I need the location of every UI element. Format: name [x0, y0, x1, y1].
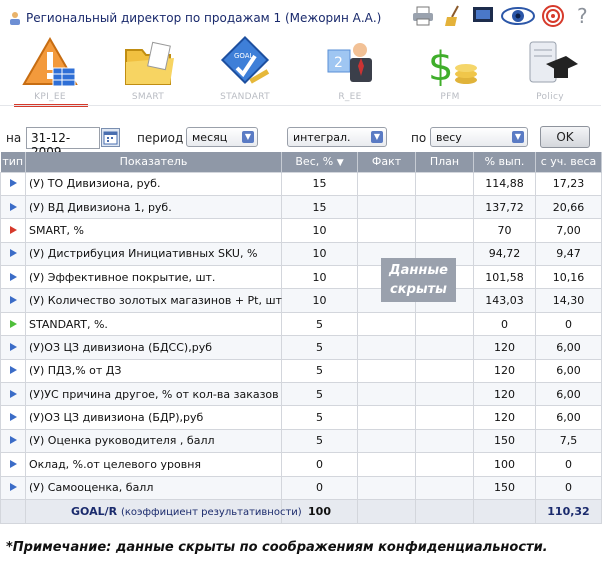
window-title: Региональный директор по продажам 1 (Межорин А.А.)	[26, 11, 382, 25]
weighted-cell: 7,00	[536, 219, 602, 242]
table-row[interactable]	[1, 195, 602, 218]
weight-cell: 10	[282, 266, 358, 289]
by-value: весу	[436, 131, 462, 144]
weight-cell: 10	[282, 289, 358, 312]
folder-icon	[118, 36, 178, 90]
weighted-cell: 9,47	[536, 242, 602, 265]
play-arrow-icon[interactable]	[10, 343, 17, 351]
fact-cell	[358, 219, 416, 242]
type-cell	[1, 312, 26, 335]
play-arrow-icon[interactable]	[10, 226, 17, 234]
total-name: GOAL/R	[71, 504, 118, 518]
play-arrow-icon[interactable]	[10, 413, 17, 421]
weighted-cell: 17,23	[536, 172, 602, 195]
play-arrow-icon[interactable]	[10, 203, 17, 211]
indicator-name: (У) ВД Дивизиона 1, руб.	[26, 195, 282, 218]
total-row	[1, 499, 602, 523]
indicator-name: (У) Дистрибуция Инициативных SKU, %	[26, 242, 282, 265]
overlay-line2: скрыты	[390, 282, 447, 297]
total-weight: 100	[282, 499, 358, 523]
user-icon	[8, 11, 22, 25]
money-icon	[420, 36, 480, 90]
table-row[interactable]	[1, 383, 602, 406]
indicator-name: (У) Эффективное покрытие, шт.	[26, 266, 282, 289]
svg-text:GOAL: GOAL	[234, 52, 254, 60]
indicator-name: (У) Количество золотых магазинов + Pt, шт	[26, 289, 282, 312]
play-arrow-icon[interactable]	[10, 249, 17, 257]
fact-cell	[358, 429, 416, 452]
play-arrow-icon[interactable]	[10, 483, 17, 491]
table-row[interactable]	[1, 289, 602, 312]
plan-cell	[416, 429, 474, 452]
pct-cell: 94,72	[474, 242, 536, 265]
svg-text:$: $	[428, 44, 454, 90]
table-row[interactable]	[1, 429, 602, 452]
data-hidden-overlay	[381, 258, 456, 302]
target-icon[interactable]	[541, 4, 565, 28]
pct-cell: 150	[474, 476, 536, 499]
play-arrow-icon[interactable]	[10, 366, 17, 374]
col-header-indicator[interactable]: Показатель	[26, 152, 282, 172]
play-arrow-icon[interactable]	[10, 390, 17, 398]
overlay-line1: Данные	[389, 263, 448, 278]
table-row[interactable]	[1, 172, 602, 195]
play-arrow-icon[interactable]	[10, 436, 17, 444]
pct-cell: 101,58	[474, 266, 536, 289]
table-row[interactable]	[1, 242, 602, 265]
weight-cell: 10	[282, 219, 358, 242]
module-policy[interactable]	[510, 36, 590, 106]
weighted-cell: 7,5	[536, 429, 602, 452]
period-label: период	[137, 131, 184, 145]
type-cell	[1, 219, 26, 242]
kpi-table	[0, 152, 601, 524]
module-label-standart: STANDART	[220, 92, 270, 102]
table-row[interactable]	[1, 219, 602, 242]
col-header-weight[interactable]	[282, 152, 358, 172]
type-cell	[1, 336, 26, 359]
date-input[interactable]: 31-12-	[26, 127, 100, 149]
chevron-down-icon: ▼	[512, 131, 524, 143]
footnote: *Примечание: данные скрыты по соображениям конфиденциальности.	[6, 540, 548, 555]
col-header-fact[interactable]: Факт	[358, 152, 416, 172]
broom-icon[interactable]	[441, 4, 465, 28]
total-sub: (коэффициент результативности)	[120, 506, 302, 518]
indicator-name: (У) ПДЗ,% от ДЗ	[26, 359, 282, 382]
play-arrow-icon[interactable]	[10, 460, 17, 468]
module-standart[interactable]	[205, 36, 285, 106]
module-label-r-ee: R_EE	[338, 92, 362, 102]
sort-down-icon: ▼	[336, 158, 344, 169]
table-row[interactable]	[1, 266, 602, 289]
pct-cell: 143,03	[474, 289, 536, 312]
module-bar	[0, 36, 601, 106]
play-arrow-icon[interactable]	[10, 296, 17, 304]
weighted-cell: 6,00	[536, 406, 602, 429]
period-value: месяц	[192, 131, 228, 144]
type-cell	[1, 359, 26, 382]
indicator-name: (У) Оценка руководителя , балл	[26, 429, 282, 452]
module-label-smart: SMART	[131, 92, 165, 102]
type-cell	[1, 383, 26, 406]
module-pfm[interactable]	[410, 36, 490, 106]
by-label: по	[411, 131, 427, 145]
fact-cell	[358, 453, 416, 476]
module-label-policy: Policy	[536, 92, 564, 102]
printer-icon[interactable]	[411, 4, 435, 28]
table-row[interactable]	[1, 312, 602, 335]
fact-cell	[358, 336, 416, 359]
indicator-name: Оклад, %.от целевого уровня	[26, 453, 282, 476]
type-cell	[1, 242, 26, 265]
module-kpi[interactable]	[10, 36, 90, 106]
fact-cell	[358, 383, 416, 406]
col-header-weighted[interactable]: с уч. веса	[536, 152, 602, 172]
plan-cell	[416, 476, 474, 499]
weighted-cell: 0	[536, 453, 602, 476]
mode-select[interactable]	[287, 127, 387, 147]
weight-cell: 5	[282, 406, 358, 429]
table-row[interactable]	[1, 359, 602, 382]
plan-cell	[416, 195, 474, 218]
pct-cell: 70	[474, 219, 536, 242]
indicator-name: (У)ОЗ ЦЗ дивизиона (БДСС),руб	[26, 336, 282, 359]
pct-cell: 120	[474, 406, 536, 429]
people-icon	[320, 36, 380, 90]
type-cell	[1, 266, 26, 289]
ok-button[interactable]: OK	[540, 126, 590, 148]
table-row[interactable]	[1, 453, 602, 476]
date-label: на	[6, 131, 22, 145]
pct-cell: 150	[474, 429, 536, 452]
weighted-cell: 6,00	[536, 336, 602, 359]
col-header-weight-label: Вес, %	[295, 155, 334, 169]
type-cell	[1, 429, 26, 452]
kpi-warning-icon	[20, 36, 80, 90]
weight-cell: 5	[282, 359, 358, 382]
fact-cell	[358, 195, 416, 218]
mode-value: интеграл.	[293, 131, 351, 144]
weight-cell: 5	[282, 312, 358, 335]
type-cell	[1, 172, 26, 195]
indicator-name: SMART, %	[26, 219, 282, 242]
fact-cell	[358, 312, 416, 335]
weight-cell: 10	[282, 242, 358, 265]
type-cell	[1, 453, 26, 476]
indicator-name: STANDART, %.	[26, 312, 282, 335]
weighted-cell: 14,30	[536, 289, 602, 312]
indicator-name: (У) ТО Дивизиона, руб.	[26, 172, 282, 195]
help-icon[interactable]	[571, 4, 595, 28]
weight-cell: 5	[282, 336, 358, 359]
module-label-kpi: KPI_EE	[34, 92, 66, 102]
weighted-cell: 6,00	[536, 383, 602, 406]
module-bar-divider	[0, 105, 601, 106]
svg-text:2: 2	[334, 55, 343, 71]
weighted-cell: 10,16	[536, 266, 602, 289]
pct-cell: 114,88	[474, 172, 536, 195]
pct-cell: 0	[474, 312, 536, 335]
weight-cell: 0	[282, 453, 358, 476]
plan-cell	[416, 336, 474, 359]
weighted-cell: 6,00	[536, 359, 602, 382]
period-select[interactable]	[186, 127, 258, 147]
goal-icon	[215, 36, 275, 90]
filter-bar	[0, 126, 601, 150]
module-r-ee[interactable]	[310, 36, 390, 106]
indicator-name: (У)ОЗ ЦЗ дивизиона (БДР),руб	[26, 406, 282, 429]
weight-cell: 0	[282, 476, 358, 499]
col-header-plan[interactable]: План	[416, 152, 474, 172]
indicator-name: (У)УС причина другое, % от кол-ва заказов	[26, 383, 282, 406]
module-label-pfm: PFM	[440, 92, 460, 102]
fact-cell	[358, 476, 416, 499]
play-arrow-icon[interactable]	[10, 273, 17, 281]
indicator-name: (У) Самооценка, балл	[26, 476, 282, 499]
plan-cell	[416, 172, 474, 195]
chevron-down-icon: ▼	[242, 131, 254, 143]
col-header-pct[interactable]: % вып.	[474, 152, 536, 172]
pct-cell: 137,72	[474, 195, 536, 218]
chevron-down-icon: ▼	[371, 131, 383, 143]
eye-icon[interactable]	[501, 4, 535, 28]
plan-cell	[416, 359, 474, 382]
module-smart[interactable]	[108, 36, 188, 106]
type-cell	[1, 476, 26, 499]
fact-cell	[358, 359, 416, 382]
play-arrow-icon[interactable]	[10, 320, 17, 328]
calendar-icon[interactable]	[101, 128, 120, 147]
table-row[interactable]	[1, 336, 602, 359]
fact-cell	[358, 172, 416, 195]
screen-icon[interactable]	[471, 4, 495, 28]
svg-text:?: ?	[577, 4, 588, 28]
table-row[interactable]	[1, 476, 602, 499]
type-cell	[1, 195, 26, 218]
play-arrow-icon[interactable]	[10, 179, 17, 187]
plan-cell	[416, 312, 474, 335]
plan-cell	[416, 219, 474, 242]
pct-cell: 120	[474, 336, 536, 359]
type-cell	[1, 289, 26, 312]
table-header-row	[1, 152, 602, 172]
weight-cell: 5	[282, 429, 358, 452]
pct-cell: 120	[474, 359, 536, 382]
col-header-type[interactable]: тип	[1, 152, 26, 172]
weight-cell: 15	[282, 195, 358, 218]
plan-cell	[416, 383, 474, 406]
plan-cell	[416, 453, 474, 476]
table-row[interactable]	[1, 406, 602, 429]
weighted-cell: 20,66	[536, 195, 602, 218]
pct-cell: 120	[474, 383, 536, 406]
graduation-icon	[520, 36, 580, 90]
total-weighted: 110,32	[536, 499, 602, 523]
by-select[interactable]	[430, 127, 528, 147]
weighted-cell: 0	[536, 476, 602, 499]
pct-cell: 100	[474, 453, 536, 476]
weight-cell: 15	[282, 172, 358, 195]
type-cell	[1, 406, 26, 429]
top-toolbar	[411, 4, 595, 28]
weighted-cell: 0	[536, 312, 602, 335]
plan-cell	[416, 406, 474, 429]
weight-cell: 5	[282, 383, 358, 406]
fact-cell	[358, 406, 416, 429]
